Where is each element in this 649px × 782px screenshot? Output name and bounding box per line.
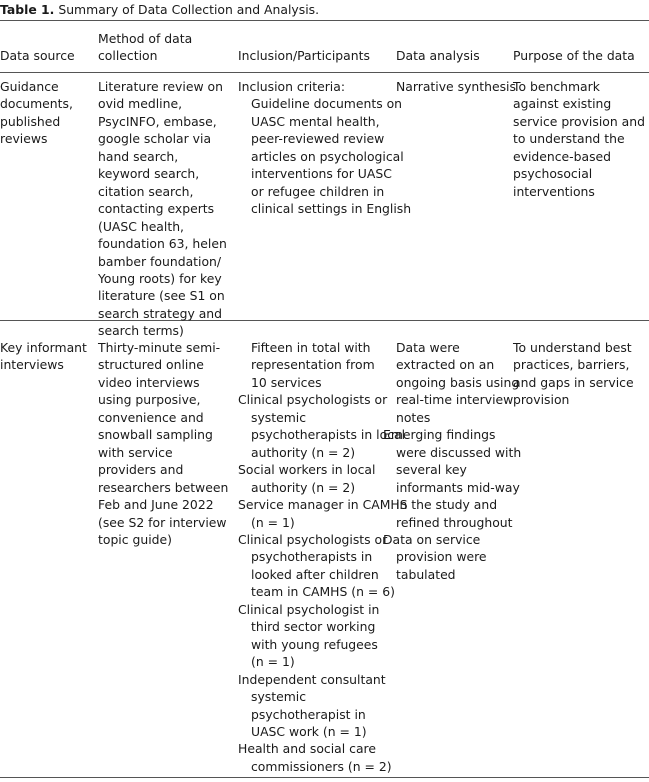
cell-analysis [383,78,516,95]
cell-text: Thirty-minute semi- [98,340,221,355]
cell-text: reviews [0,131,48,147]
list-item-text: Narrative synthesis [396,79,516,94]
cell-text: interventions [513,183,595,199]
cell-data-source [0,78,73,148]
cell-text: foundation 63, helen [98,236,227,252]
list-item-text: authority (n = 2) [251,479,356,495]
cell-inclusion [238,78,411,218]
list-item-text: (n = 1) [251,514,295,530]
cell-text: To benchmark [513,79,600,94]
list-item-text: or refugee children in [251,183,385,199]
header-text: collection [98,48,158,64]
cell-text: to understand the [513,131,625,147]
list-item-text: Emerging findings [383,427,496,443]
list-item-text: Clinical psychologist in [238,601,380,617]
list-item-text: refined throughout [396,514,513,530]
cell-method [98,339,228,548]
cell-data-source [0,339,87,374]
list-item-text: articles on psychological [251,148,404,164]
list-item-text: team in CAMHS (n = 6) [251,584,395,600]
list-item-text: Clinical psychologists or [238,392,388,408]
list-item-text: extracted on an [396,357,495,373]
table-title: Summary of Data Collection and Analysis. [58,2,320,17]
list-item-text: informants mid-way [396,479,520,495]
list-item-text: interventions for UASC [251,166,392,182]
list-item-text: Social workers in local [238,462,376,478]
cell-text: providers and [98,462,184,478]
list-item-text: UASC work (n = 1) [251,723,367,739]
list-item-text: with young refugees [251,636,378,652]
list-item-text: provision were [396,549,487,565]
header-text: Purpose of the data [513,48,635,63]
cell-text: citation search, [98,183,194,199]
list-item-text: third sector working [251,619,376,635]
cell-text: structured online [98,357,204,373]
list-item-text: Health and social care [238,741,376,757]
cell-text: Key informant [0,340,87,355]
cell-text: interviews [0,357,64,373]
header-rule [0,72,649,73]
cell-text: provision [513,392,570,408]
list-item-text: UASC mental health, [251,113,380,129]
cell-method [98,78,227,340]
list-item-text: Service manager in CAMHS [238,497,408,513]
list-item-text: in the study and [396,497,498,513]
cell-text: practices, barriers, [513,357,630,373]
cell-text: search strategy and [98,305,223,321]
cell-text: Young roots) for key [98,270,222,286]
list-item-text: systemic [251,689,307,705]
cell-text: researchers between [98,479,229,495]
table-caption [0,2,319,17]
list-item-text: looked after children [251,566,379,582]
cell-text: ovid medline, [98,96,183,112]
list-item-text: commissioners (n = 2) [251,758,392,774]
cell-text: search terms) [98,323,184,339]
list-item-text: several key [396,462,467,478]
cell-text: using purposive, [98,392,201,408]
list-item-text: psychotherapist in [251,706,366,722]
cell-text: topic guide) [98,531,172,547]
header-method [98,30,192,65]
cell-text: keyword search, [98,166,200,182]
list-item-text: Data on service [383,531,481,547]
cell-text: against existing [513,96,612,112]
list-item-text: real-time interview [396,392,514,408]
cell-text: PsycINFO, embase, [98,113,217,129]
header-analysis [396,47,480,64]
list-item-text: Guideline documents on [251,96,403,112]
cell-text: (see S2 for interview [98,514,227,530]
list-item-text: were discussed with [396,444,522,460]
list-item-text: authority (n = 2) [251,444,356,460]
cell-text: published [0,113,61,129]
cell-text: convenience and [98,409,204,425]
cell-purpose [513,339,634,409]
list-item-text: ongoing basis using [396,374,520,390]
cell-text: with service [98,444,173,460]
cell-text: Guidance [0,79,59,94]
cell-text: hand search, [98,148,179,164]
list-item-text: Independent consultant [238,671,386,687]
header-text: Data analysis [396,48,480,63]
cell-text: evidence-based [513,148,612,164]
cell-text: (UASC health, [98,218,184,234]
cell-text: psychosocial [513,166,593,182]
list-item-text: systemic [251,409,307,425]
list-item-text: Fifteen in total with [251,340,371,355]
list-item-text: peer-reviewed review [251,131,385,147]
list-item-text: tabulated [396,566,456,582]
header-data-source [0,47,75,64]
cell-analysis [383,339,521,583]
cell-text: documents, [0,96,73,112]
list-item-text: Data were [396,340,460,355]
cell-text: and gaps in service [513,374,634,390]
cell-text: Feb and June 2022 [98,497,214,513]
table-label: Table 1. [0,2,55,17]
header-inclusion [238,47,370,64]
cell-text: google scholar via [98,131,212,147]
top-rule [0,20,649,21]
header-text: Data source [0,48,75,63]
cell-text: bamber foundation/ [98,253,222,269]
list-item-text: psychotherapists in local [251,427,406,443]
bottom-rule [0,777,649,778]
list-item-text: notes [396,409,431,425]
cell-text: service provision and [513,113,645,129]
cell-purpose [513,78,645,200]
header-text: Method of data [98,31,193,46]
header-text: Inclusion/Participants [238,48,370,63]
cell-text: Literature review on [98,79,223,94]
cell-text: video interviews [98,374,200,390]
cell-text: snowball sampling [98,427,213,443]
cell-text: To understand best [513,340,632,355]
list-item-text: psychotherapists in [251,549,373,565]
list-item-text: (n = 1) [251,654,295,670]
list-item-text: Clinical psychologists or [238,531,388,547]
cell-text: contacting experts [98,201,215,217]
list-item-text: clinical settings in English [251,201,412,217]
list-item-text: representation from [251,357,375,373]
list-item-text: Inclusion criteria: [238,79,346,94]
list-item-text: 10 services [251,374,322,390]
cell-text: literature (see S1 on [98,288,225,304]
header-purpose [513,47,635,64]
